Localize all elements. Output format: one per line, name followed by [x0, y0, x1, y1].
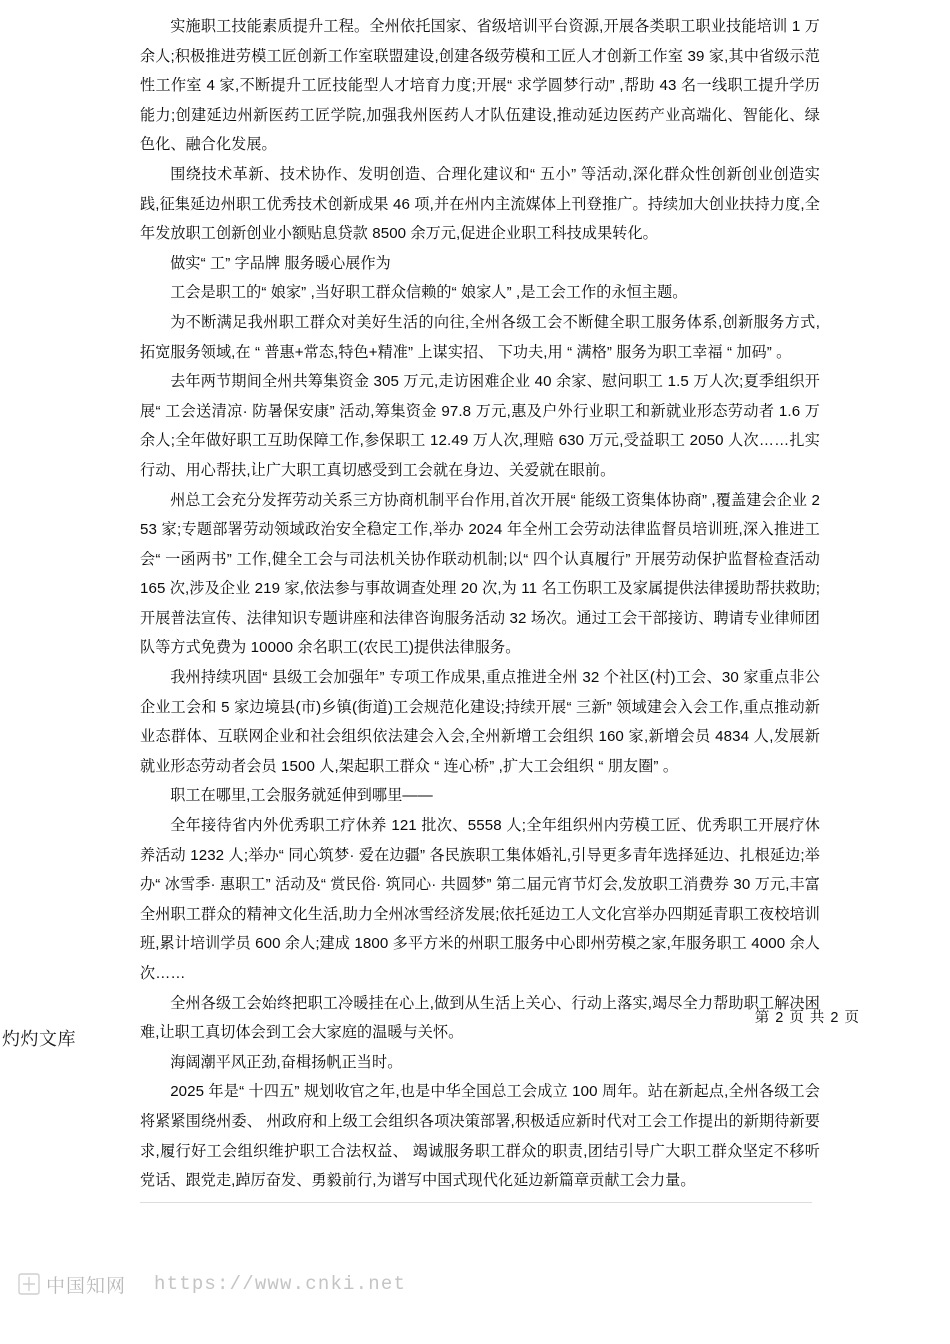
library-watermark: 灼灼文库 [2, 1029, 76, 1049]
paragraph-heading-service-brand: 做实“ 工” 字品牌 服务暖心展作为 [170, 254, 391, 272]
paragraph: 全州各级工会始终把职工冷暖挂在心上,做到从生活上关心、行动上落实,竭尽全力帮助职工解决困难,让职工真切体会到工会大家庭的温暖与关怀。 [140, 994, 820, 1042]
paragraph: 实施职工技能素质提升工程。全州依托国家、省级培训平台资源,开展各类职工职业技能培训 1 万余人;积极推进劳模工匠创新工作室联盟建设,创建各级劳模和工匠人才创新工作室 39 家,其中省级示范性工作室 4 家,不断提升工匠技能型人才培育力度;开展“ 求学圆梦行动” ,帮助 43 名一线职工提升学历能力;创建延边州新医药工匠学院,加强我州医药人才队伍建设,推动延边医药产业高端化、智能化、绿色化、融合化发展。 [140, 18, 820, 154]
cnki-url-label: https://www.cnki.net [154, 1273, 407, 1295]
paragraph: 为不断满足我州职工群众对美好生活的向往,全州各级工会不断健全职工服务体系,创新服务方式,拓宽服务领域,在 “ 普惠+常态,特色+精准” 上谋实招、 下功夫,用 “ 满格” 服务为职工幸福 “ 加码” 。 [140, 313, 820, 361]
paragraph: 围绕技术革新、技术协作、发明创造、合理化建议和“ 五小” 等活动,深化群众性创新创业创造实践,征集延边州职工优秀技术创新成果 46 项,并在州内主流媒体上刊登推广。持续加大创业扶持力度,全年发放职工创新创业小额贴息贷款 8500 余万元,促进企业职工科技成果转化。 [140, 165, 820, 243]
cnki-logo-label: 中国知网 [46, 1275, 127, 1297]
paragraph: 去年两节期间全州共筹集资金 305 万元,走访困难企业 40 余家、慰问职工 1.5 万人次;夏季组织开展“ 工会送清凉· 防暑保安康” 活动,筹集资金 97.8 万元,惠及户外行业职工和新就业形态劳动者 1.6 万余人;全年做好职工互助保障工作,参保职工 12.49 万人次,理赔 630 万元,受益职工 2050 人次……扎实行动、用心帮扶,让广大职工真切感受到工会就在身边、关爱就在眼前。 [140, 373, 820, 479]
page-number-footer: 第 2 页 共 2 页 [754, 1010, 860, 1026]
paragraph: 2025 年是“ 十四五” 规划收官之年,也是中华全国总工会成立 100 周年。站在新起点,全州各级工会将紧紧围绕州委、 州政府和上级工会组织各项决策部署,积极适应新时代对工会工作提出的新期待新要求,履行好工会组织维护职工合法权益、 竭诚服务职工群众的职责,团结引导广大职工群众坚定不移听党话、跟党走,踔厉奋发、勇毅前行,为谱写中国式现代化延边新篇章贡献工会力量。 [140, 1083, 820, 1190]
paragraph: 职工在哪里,工会服务就延伸到哪里—— [170, 787, 433, 805]
paragraph: 州总工会充分发挥劳动关系三方协商机制平台作用,首次开展“ 能级工资集体协商” ,覆盖建会企业 253 家;专题部署劳动领域政治安全稳定工作,举办 2024 年全州工会劳动法律监督员培训班,深入推进工会“ 一函两书” 工作,健全工会与司法机关协作联动机制;以“ 四个认真履行” 开展劳动保护监督检查活动 165 次,涉及企业 219 家,依法参与事故调查处理 20 次,为 11 名工伤职工及家属提供法律援助帮扶救助;开展普法宣传、法律知识专题讲座和法律咨询服务活动 32 场次。通过工会干部接访、聘请专业律师团队等方式免费为 10000 余名职工(农民工)提供法律服务。 [140, 491, 820, 657]
cnki-logo-icon [18, 1273, 40, 1295]
footer-divider [140, 1202, 812, 1203]
paragraph: 海阔潮平风正劲,奋楫扬帆正当时。 [170, 1053, 403, 1071]
cnki-logo [18, 1271, 126, 1298]
paragraph: 工会是职工的“ 娘家” ,当好职工群众信赖的“ 娘家人” ,是工会工作的永恒主题。 [170, 284, 688, 302]
paragraph: 全年接待省内外优秀职工疗休养 121 批次、5558 人;全年组织州内劳模工匠、优秀职工开展疗休养活动 1232 人;举办“ 同心筑梦· 爱在边疆” 各民族职工集体婚礼,引导更多青年选择延边、扎根延边;举办“ 冰雪季· 惠职工” 活动及“ 赏民俗· 筑同心· 共圆梦” 第二届元宵节灯会,发放职工消费券 30 万元,丰富全州职工群众的精神文化生活,助力全州冰雪经济发展;依托延边工人文化宫举办四期延青职工夜校培训班,累计培训学员 600 余人;建成 1800 多平方米的州职工服务中心即州劳模之家,年服务职工 4000 余人次…… [140, 817, 820, 982]
paragraph: 我州持续巩固“ 县级工会加强年” 专项工作成果,重点推进全州 32 个社区(村)工会、30 家重点非公企业工会和 5 家边境县(市)乡镇(街道)工会规范化建设;持续开展“ 三新” 领域建会入会工作,重点推动新业态群体、互联网企业和社会组织依法建会入会,全州新增工会组织 160 家,新增会员 4834 人,发展新就业形态劳动者会员 1500 人,架起职工群众 “ 连心桥” ,扩大工会组织 “ 朋友圈” 。 [140, 669, 820, 775]
cnki-watermark-bar [0, 1260, 950, 1308]
